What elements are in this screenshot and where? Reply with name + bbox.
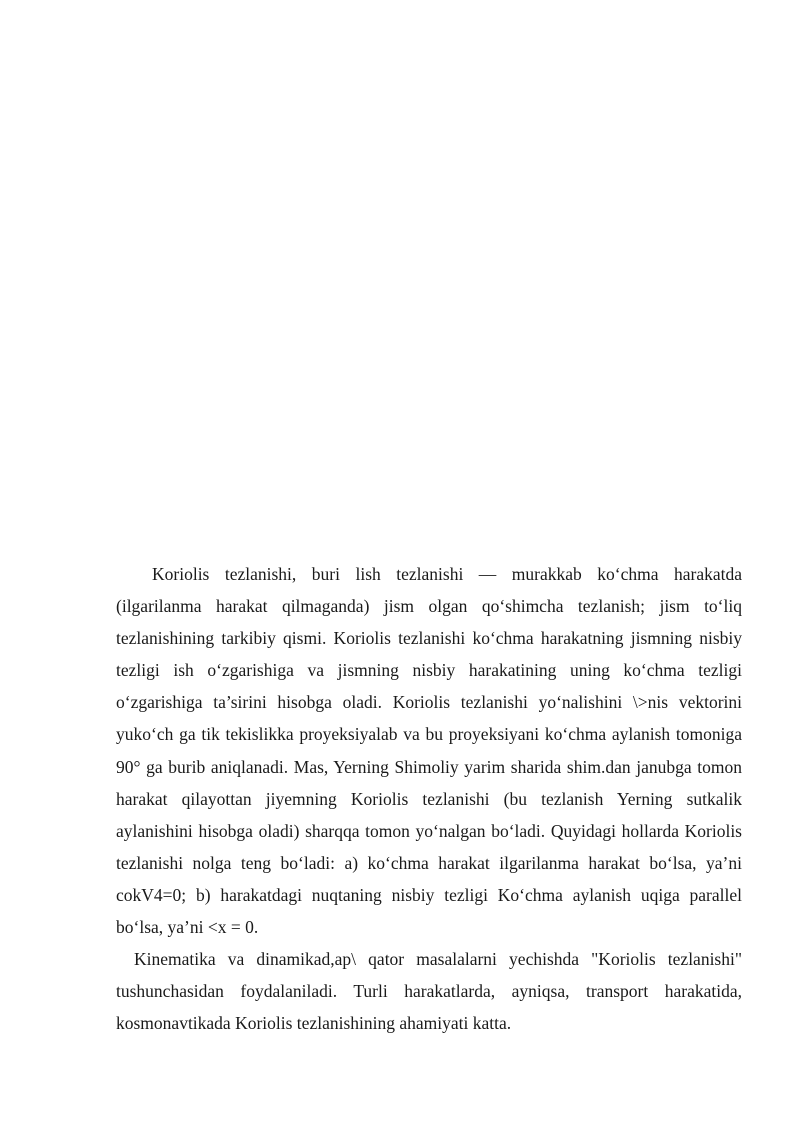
paragraph-coriolis-applications: Kinematika va dinamikad,ap\ qator masalalarni yechishda "Koriolis tezlanishi" tushunchasidan foydalaniladi. Turli harakatlarda, ayniqsa, transport harakatida, kosmonavtikada Koriolis tezlanishining ahamiyati katta. [116,949,742,1034]
paragraph-coriolis-definition: Koriolis tezlanishi, buri lish tezlanishi — murakkab ko‘chma harakatda (ilgarilanma harakat qilmaganda) jism olgan qo‘shimcha tezlanish; jism to‘liq tezlanishining tarkibiy qismi. Koriolis tezlanishi ko‘chma harakatning jismning nisbiy tezligi ish o‘zgarishiga va jismning nisbiy harakatining uning ko‘chma tezligi o‘zgarishiga ta’sirini hisobga oladi. Koriolis tezlanishi yo‘nalishini \>nis vektorini yuko‘ch ga tik tekislikka proyeksiyalab va bu proyeksiyani ko‘chma aylanish tomoniga 90° ga burib aniqlanadi. Mas, Yerning Shimoliy yarim sharida shim.dan janubga tomon harakat qilayottan jiyemning Koriolis tezlanishi (bu tezlanish Yerning sutkalik aylanishini hisobga oladi) sharqqa tomon yo‘nalgan bo‘ladi. Quyidagi hollarda Koriolis tezlanishi nolga teng bo‘ladi: a) ko‘chma harakat ilgarilanma harakat bo‘lsa, ya’ni cokV4=0; b) harakatdagi nuqtaning nisbiy tezligi Ko‘chma aylanish uqiga parallel bo‘lsa, ya’ni <x = 0. [116,564,742,938]
body-text [116,558,742,1039]
